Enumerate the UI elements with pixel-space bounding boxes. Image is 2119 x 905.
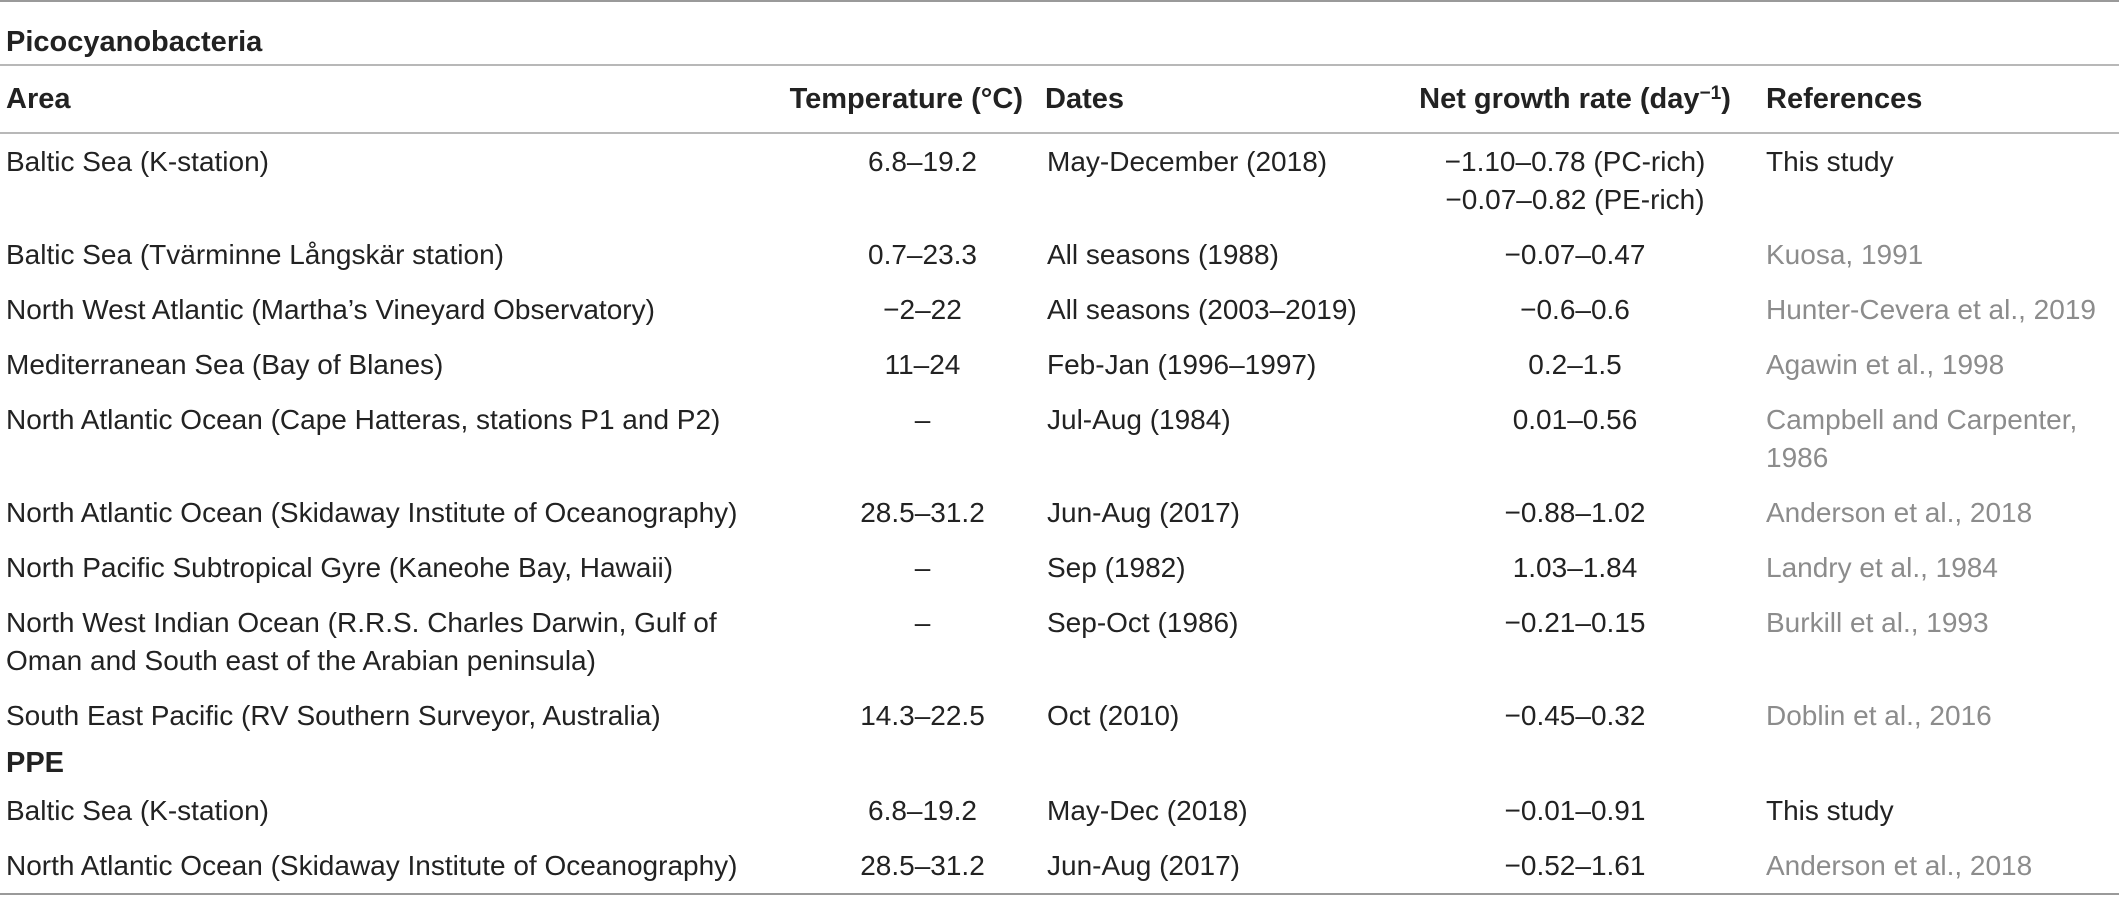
growth-rate-cell bbox=[1390, 392, 1760, 485]
header-references: References bbox=[1760, 65, 2119, 133]
growth-rate-value: 0.01–0.56 bbox=[1512, 404, 1638, 435]
growth-rate-cell bbox=[1390, 227, 1760, 282]
header-net-growth-rate bbox=[1390, 65, 1760, 133]
growth-rate-cell bbox=[1390, 688, 1760, 743]
dates-cell: Feb-Jan (1996–1997) bbox=[1047, 349, 1317, 380]
header-area: Area bbox=[0, 65, 770, 133]
table-row bbox=[0, 337, 2119, 392]
section-heading-row bbox=[0, 743, 2119, 783]
growth-rate-cell bbox=[1390, 282, 1760, 337]
section-heading-row bbox=[0, 20, 2119, 65]
growth-rate-value: −1.10–0.78 (PC-rich) bbox=[1444, 146, 1706, 177]
dates-cell: Jul-Aug (1984) bbox=[1047, 404, 1231, 435]
growth-rate-cell bbox=[1390, 595, 1760, 688]
header-rate-exponent: −1 bbox=[1699, 83, 1722, 104]
table-row bbox=[0, 783, 2119, 838]
picocyanobacteria-rows bbox=[0, 133, 2119, 743]
reference-cell: This study bbox=[1766, 146, 1894, 177]
reference-link[interactable]: Hunter-Cevera et al., 2019 bbox=[1766, 294, 2096, 325]
dates-cell: Sep (1982) bbox=[1047, 552, 1186, 583]
temperature-cell: – bbox=[914, 552, 931, 583]
temperature-cell: 28.5–31.2 bbox=[860, 497, 985, 528]
header-temperature: Temperature (°C) bbox=[770, 65, 1045, 133]
growth-rate-value: −0.52–1.61 bbox=[1504, 850, 1646, 881]
temperature-cell: – bbox=[914, 404, 931, 435]
dates-cell: May-December (2018) bbox=[1047, 146, 1328, 177]
area-cell: North Pacific Subtropical Gyre (Kaneohe Bay, Hawaii) bbox=[6, 552, 674, 583]
dates-cell: All seasons (1988) bbox=[1047, 239, 1279, 270]
reference-link[interactable]: Anderson et al., 2018 bbox=[1766, 850, 2033, 881]
growth-rate-cell bbox=[1390, 838, 1760, 894]
table-row bbox=[0, 392, 2119, 485]
top-rule bbox=[0, 1, 2119, 20]
temperature-cell: 6.8–19.2 bbox=[868, 795, 977, 826]
temperature-cell: 11–24 bbox=[884, 349, 961, 380]
growth-rate-value: 1.03–1.84 bbox=[1512, 552, 1638, 583]
area-cell: North Atlantic Ocean (Skidaway Institute of Oceanography) bbox=[6, 850, 738, 881]
table-row bbox=[0, 540, 2119, 595]
growth-rate-cell bbox=[1390, 133, 1760, 227]
growth-rate-value: 0.2–1.5 bbox=[1528, 349, 1622, 380]
growth-rate-cell bbox=[1390, 540, 1760, 595]
growth-rate-value: −0.6–0.6 bbox=[1520, 294, 1630, 325]
area-cell: North West Indian Ocean (R.R.S. Charles Darwin, Gulf of Oman and South east of the Arabian peninsula) bbox=[6, 607, 717, 676]
section-title-ppe: PPE bbox=[6, 747, 65, 779]
reference-link[interactable]: Landry et al., 1984 bbox=[1766, 552, 1998, 583]
dates-cell: Jun-Aug (2017) bbox=[1047, 497, 1241, 528]
table-row bbox=[0, 838, 2119, 894]
table-row bbox=[0, 227, 2119, 282]
temperature-cell: 6.8–19.2 bbox=[868, 146, 977, 177]
reference-link[interactable]: Anderson et al., 2018 bbox=[1766, 497, 2033, 528]
growth-rate-value: −0.07–0.47 bbox=[1504, 239, 1646, 270]
ppe-rows bbox=[0, 783, 2119, 894]
header-rate-close: ) bbox=[1721, 83, 1731, 115]
growth-rate-cell bbox=[1390, 783, 1760, 838]
table-row bbox=[0, 485, 2119, 540]
growth-rate-cell bbox=[1390, 337, 1760, 392]
temperature-cell: 14.3–22.5 bbox=[860, 700, 985, 731]
reference-link[interactable]: Agawin et al., 1998 bbox=[1766, 349, 2005, 380]
table-row bbox=[0, 282, 2119, 337]
reference-cell: This study bbox=[1766, 795, 1894, 826]
reference-link[interactable]: Doblin et al., 2016 bbox=[1766, 700, 1992, 731]
section-title-picocyanobacteria: Picocyanobacteria bbox=[6, 26, 263, 58]
reference-link[interactable]: Kuosa, 1991 bbox=[1766, 239, 1924, 270]
area-cell: North Atlantic Ocean (Skidaway Institute of Oceanography) bbox=[6, 497, 738, 528]
temperature-cell: 0.7–23.3 bbox=[868, 239, 977, 270]
area-cell: Baltic Sea (Tvärminne Långskär station) bbox=[6, 239, 504, 270]
dates-cell: Jun-Aug (2017) bbox=[1047, 850, 1241, 881]
area-cell: Baltic Sea (K-station) bbox=[6, 146, 269, 177]
column-header-row bbox=[0, 65, 2119, 133]
area-cell: North West Atlantic (Martha’s Vineyard Observatory) bbox=[6, 294, 655, 325]
growth-rate-cell bbox=[1390, 485, 1760, 540]
dates-cell: Oct (2010) bbox=[1047, 700, 1180, 731]
area-cell: Baltic Sea (K-station) bbox=[6, 795, 269, 826]
dates-cell: Sep-Oct (1986) bbox=[1047, 607, 1239, 638]
table-row bbox=[0, 688, 2119, 743]
header-dates: Dates bbox=[1045, 65, 1390, 133]
table-row bbox=[0, 133, 2119, 227]
dates-cell: May-Dec (2018) bbox=[1047, 795, 1248, 826]
dates-cell: All seasons (2003–2019) bbox=[1047, 294, 1357, 325]
reference-link[interactable]: Campbell and Carpenter, 1986 bbox=[1766, 404, 2078, 473]
growth-rate-value: −0.88–1.02 bbox=[1504, 497, 1646, 528]
temperature-cell: 28.5–31.2 bbox=[860, 850, 985, 881]
header-rate-text: Net growth rate (day bbox=[1419, 83, 1700, 115]
reference-link[interactable]: Burkill et al., 1993 bbox=[1766, 607, 1989, 638]
area-cell: Mediterranean Sea (Bay of Blanes) bbox=[6, 349, 444, 380]
temperature-cell: – bbox=[914, 607, 931, 638]
temperature-cell: −2–22 bbox=[883, 294, 962, 325]
table-row bbox=[0, 595, 2119, 688]
growth-rate-value: −0.21–0.15 bbox=[1504, 607, 1646, 638]
area-cell: North Atlantic Ocean (Cape Hatteras, stations P1 and P2) bbox=[6, 404, 721, 435]
bottom-rule bbox=[0, 894, 2119, 905]
area-cell: South East Pacific (RV Southern Surveyor, Australia) bbox=[6, 700, 661, 731]
growth-rate-value: −0.07–0.82 (PE-rich) bbox=[1445, 184, 1705, 215]
growth-rate-value: −0.01–0.91 bbox=[1504, 795, 1646, 826]
growth-rate-value: −0.45–0.32 bbox=[1504, 700, 1646, 731]
